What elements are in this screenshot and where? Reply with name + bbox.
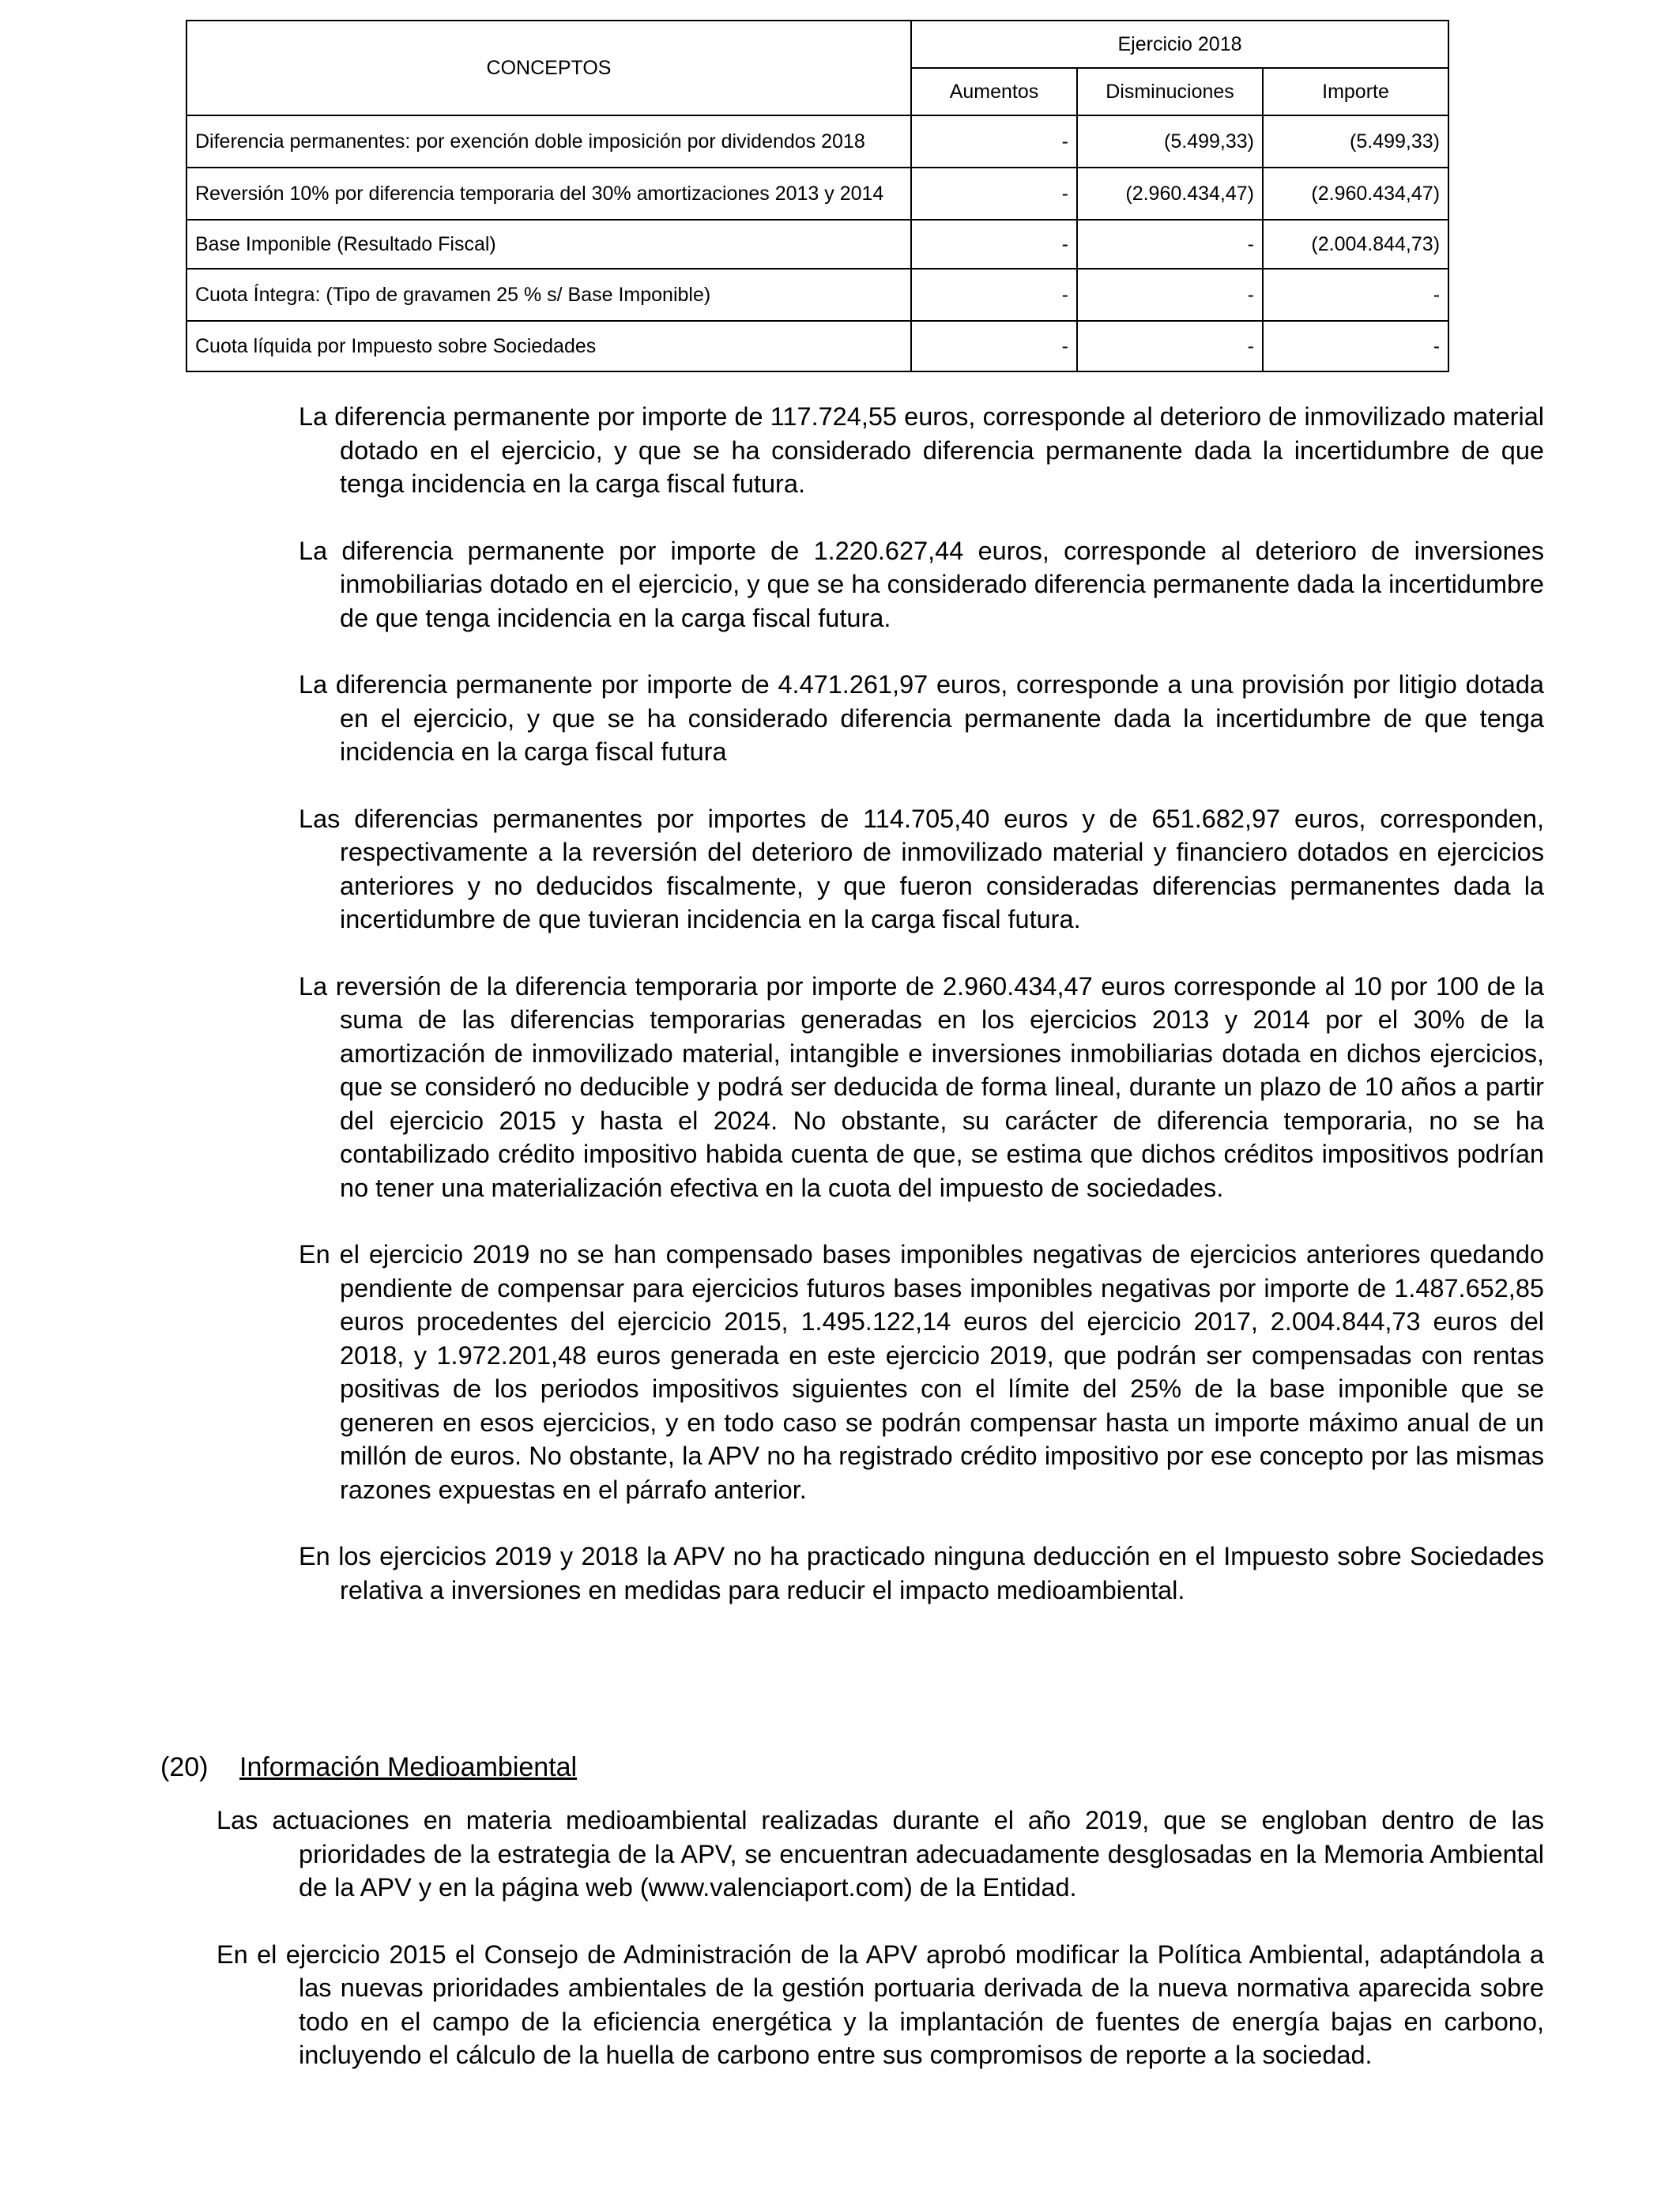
paragraph: La diferencia permanente por importe de 4.471.261,97 euros, corresponde a una provisión por litigio dotada en el ejercicio, y que se ha considerado diferencia permanente dada la incertidumbre de que tenga incidencia en la carga fiscal futura: [299, 670, 1544, 766]
row-amount: (2.960.434,47): [1263, 168, 1448, 220]
paragraph: En los ejercicios 2019 y 2018 la APV no ha practicado ninguna deducción en el Impuesto sobre Sociedades relativa a inversiones en medidas para reducir el impacto medioambiental.: [299, 1542, 1544, 1604]
row-amount: -: [1263, 321, 1448, 371]
row-concept: Diferencia permanentes: por exención doble imposición por dividendos 2018: [186, 115, 911, 168]
row-increases: -: [911, 115, 1077, 168]
row-decreases: (5.499,33): [1077, 115, 1263, 168]
row-increases: -: [911, 269, 1077, 321]
section-heading: [160, 1751, 577, 1784]
row-increases: -: [911, 220, 1077, 269]
header-period: Ejercicio 2018: [911, 21, 1448, 68]
table-row: [186, 321, 1448, 371]
paragraph: En el ejercicio 2019 no se han compensado bases imponibles negativas de ejercicios anteriores quedando pendiente de compensar para ejercicios futuros bases imponibles negativas por importe de 1.487.652,85 euros procedentes del ejercicio 2015, 1.495.122,14 euros del ejercicio 2017, 2.004.844,73 euros del 2018, y 1.972.201,48 euros generada en este ejercicio 2019, que podrán ser compensadas con rentas positivas de los periodos impositivos siguientes con el límite del 25% de la base imponible que se generen en esos ejercicios, y en todo caso se podrán compensar hasta un importe máximo anual de un millón de euros. No obstante, la APV no ha registrado crédito impositivo por ese concepto por las mismas razones expuestas en el párrafo anterior.: [299, 1240, 1544, 1504]
section-paragraph: Las actuaciones en materia medioambiental realizadas durante el año 2019, que se engloban dentro de las prioridades de la estrategia de la APV, se encuentran adecuadamente desglosadas en la Memoria Ambiental de la APV y en la página web (www.valenciaport.com) de la Entidad.: [217, 1806, 1544, 1902]
table-row: [186, 168, 1448, 220]
header-amount: Importe: [1263, 68, 1448, 115]
paragraph: Las diferencias permanentes por importes de 114.705,40 euros y de 651.682,97 euros, corresponden, respectivamente a la reversión del deterioro de inmovilizado material y financiero dotados en ejercicios anteriores y no deducidos fiscalmente, y que fueron consideradas diferencias permanentes dada la incertidumbre de que tuvieran incidencia en la carga fiscal futura.: [299, 804, 1544, 933]
paragraph: La diferencia permanente por importe de 1.220.627,44 euros, corresponde al deterioro de inversiones inmobiliarias dotado en el ejercicio, y que se ha considerado diferencia permanente dada la incertidumbre de que tenga incidencia en la carga fiscal futura.: [299, 536, 1544, 632]
table-row: [186, 220, 1448, 269]
row-amount: -: [1263, 269, 1448, 321]
table-row: [186, 269, 1448, 321]
paragraph: La diferencia permanente por importe de 117.724,55 euros, corresponde al deterioro de inmovilizado material dotado en el ejercicio, y que se ha considerado diferencia permanente dada la incertidumbre de que tenga incidencia en la carga fiscal futura.: [299, 402, 1544, 498]
row-decreases: -: [1077, 269, 1263, 321]
header-concepts: CONCEPTOS: [186, 21, 911, 115]
table-row: [186, 115, 1448, 168]
row-concept: Reversión 10% por diferencia temporaria del 30% amortizaciones 2013 y 2014: [186, 168, 911, 220]
section-paragraph: En el ejercicio 2015 el Consejo de Administración de la APV aprobó modificar la Política Ambiental, adaptándola a las nuevas prioridades ambientales de la gestión portuaria derivada de la nueva normativa aparecida sobre todo en el campo de la eficiencia energética y la implantación de fuentes de energía bajas en carbono, incluyendo el cálculo de la huella de carbono entre sus compromisos de reporte a la sociedad.: [217, 1940, 1544, 2069]
row-amount: (2.004.844,73): [1263, 220, 1448, 269]
tax-reconciliation-table: [186, 20, 1449, 372]
row-increases: -: [911, 168, 1077, 220]
row-concept: Cuota Íntegra: (Tipo de gravamen 25 % s/ Base Imponible): [186, 269, 911, 321]
tax-notes-body: [299, 400, 1544, 1640]
row-decreases: -: [1077, 321, 1263, 371]
row-amount: (5.499,33): [1263, 115, 1448, 168]
paragraph: La reversión de la diferencia temporaria por importe de 2.960.434,47 euros corresponde al 10 por 100 de la suma de las diferencias temporarias generadas en los ejercicios 2013 y 2014 por el 30% de la amortización de inmovilizado material, intangible e inversiones inmobiliarias dotada en dichos ejercicios, que se consideró no deducible y podrá ser deducida de forma lineal, durante un plazo de 10 años a partir del ejercicio 2015 y hasta el 2024. No obstante, su carácter de diferencia temporaria, no se ha contabilizado crédito impositivo habida cuenta de que, se estima que dichos créditos impositivos podrían no tener una materialización efectiva en la cuota del impuesto de sociedades.: [299, 971, 1544, 1202]
section-title: Información Medioambiental: [239, 1752, 578, 1782]
row-decreases: -: [1077, 220, 1263, 269]
section-number: (20): [160, 1752, 209, 1782]
row-concept: Base Imponible (Resultado Fiscal): [186, 220, 911, 269]
row-concept: Cuota líquida por Impuesto sobre Sociedades: [186, 321, 911, 371]
row-decreases: (2.960.434,47): [1077, 168, 1263, 220]
section-body: [217, 1804, 1544, 2105]
row-increases: -: [911, 321, 1077, 371]
header-decreases: Disminuciones: [1077, 68, 1263, 115]
header-increases: Aumentos: [911, 68, 1077, 115]
